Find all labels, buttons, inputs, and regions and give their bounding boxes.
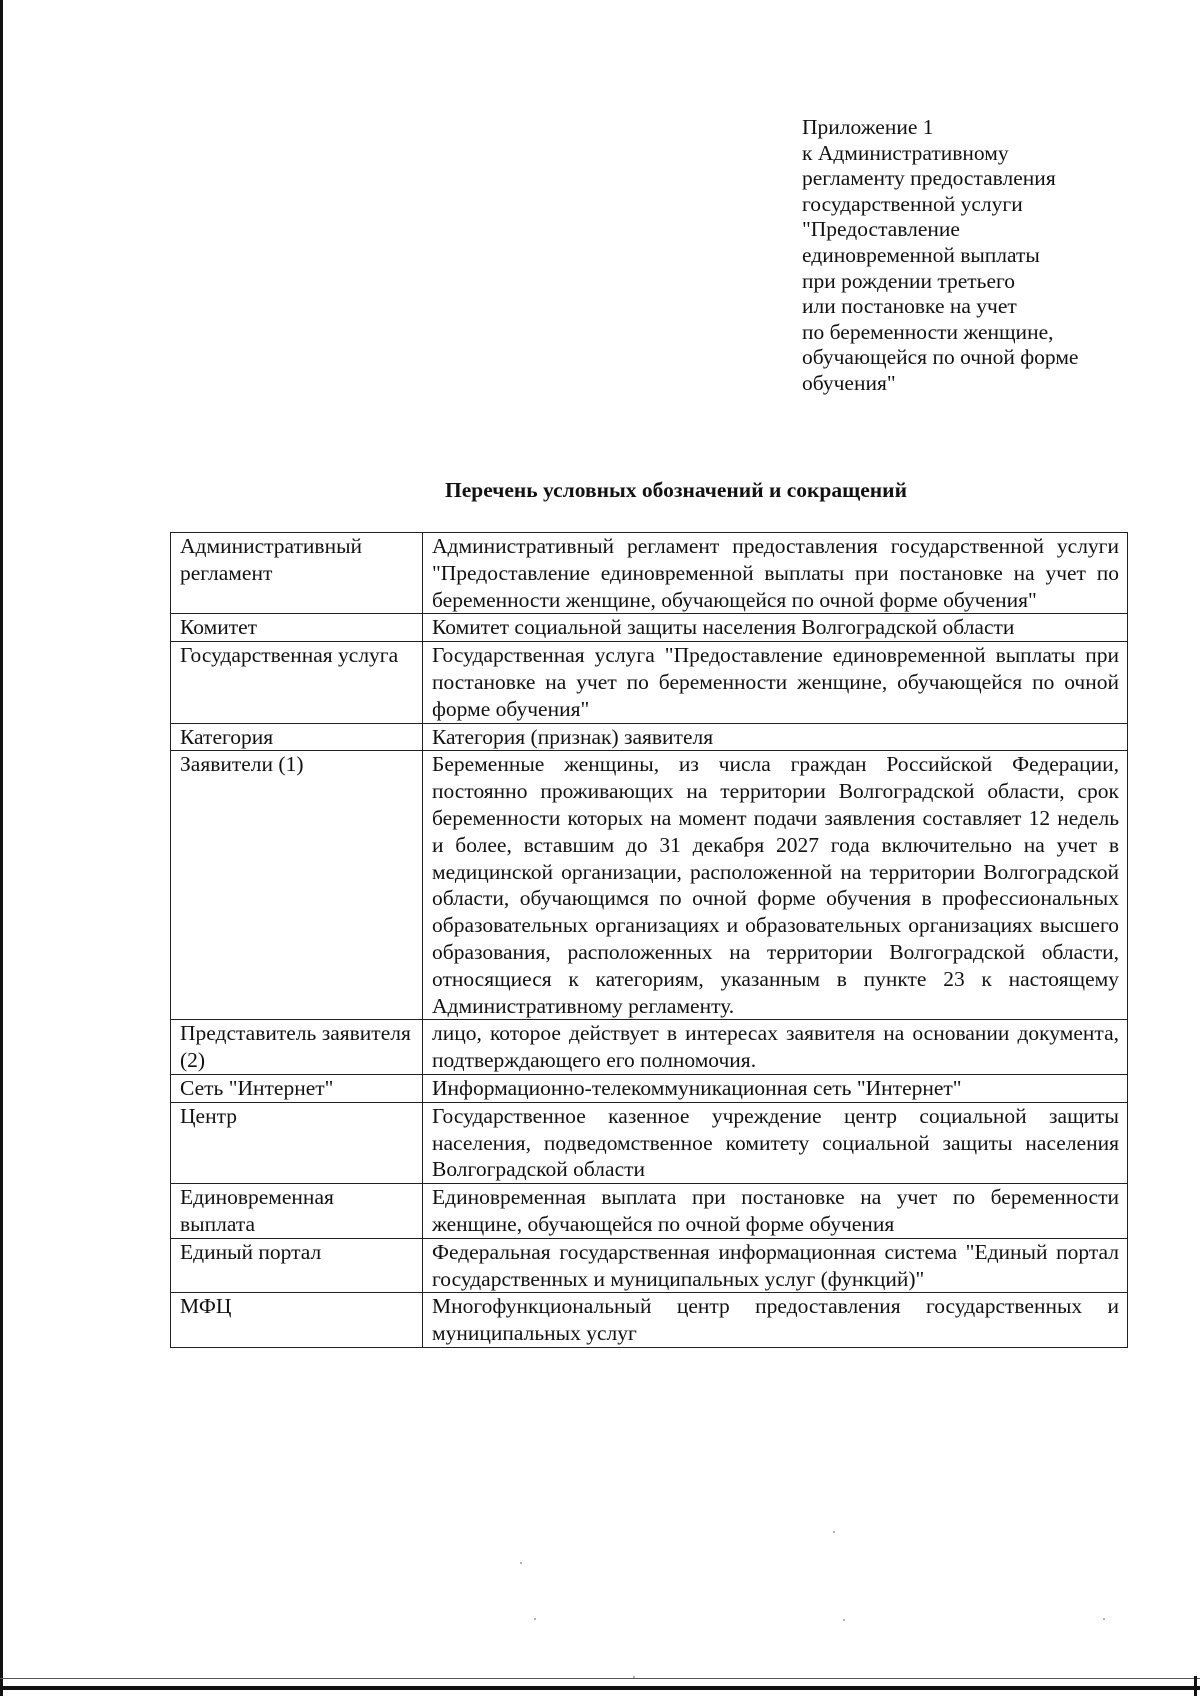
table-row [171, 1074, 1128, 1102]
appendix-line: по беременности женщине, [802, 319, 1054, 344]
scan-speck [520, 1562, 522, 1564]
term-cell: Единовременная выплата [171, 1184, 423, 1239]
scan-edge-right-mark [1194, 1676, 1197, 1696]
definition-cell: Категория (признак) заявителя [423, 723, 1128, 751]
term-cell: Представитель заявителя (2) [171, 1020, 423, 1075]
scan-edge-bottom-thin [0, 1678, 1200, 1679]
document-title: Перечень условных обозначений и сокращений [445, 478, 907, 502]
appendix-line: Приложение 1 [802, 115, 934, 139]
table-row [171, 533, 1128, 614]
definition-cell: Единовременная выплата при постановке на учет по беременности женщине, обучающейся по очной форме обучения [423, 1184, 1128, 1239]
term-cell: Единый портал [171, 1238, 423, 1293]
appendix-line: единовременной выплаты [802, 242, 1040, 267]
table-row [171, 1293, 1128, 1348]
scan-speck [534, 1618, 536, 1620]
definition-cell: Государственное казенное учреждение центр социальной защиты населения, подведомственное комитету социальной защиты населения Волгоградской области [423, 1102, 1128, 1183]
scan-speck [843, 1619, 845, 1621]
definition-cell: лицо, которое действует в интересах заявителя на основании документа, подтверждающего его полномочия. [423, 1020, 1128, 1075]
definition-cell: Беременные женщины, из числа граждан Российской Федерации, постоянно проживающих на территории Волгоградской области, срок беременности которых на момент подачи заявления составляет 12 недель и более, вставшим до 31 декабря 2027 года включительно на учет в медицинской организации, расположенной на территории Волгоградской области, обучающимся по очной форме обучения в профессиональных образовательных организациях и образовательных организациях высшего образования, расположенных на территории Волгоградской области, относящиеся к категориям, указанным в пункте 23 к настоящему Административному регламенту. [423, 751, 1128, 1020]
table-row [171, 1238, 1128, 1293]
appendix-header [802, 115, 1162, 397]
scan-edge-bottom [0, 1686, 1200, 1690]
abbreviations-table [170, 532, 1128, 1348]
table-row [171, 614, 1128, 642]
term-cell: Государственная услуга [171, 642, 423, 723]
definition-cell: Федеральная государственная информационная система "Единый портал государственных и муниципальных услуг (функций)" [423, 1238, 1128, 1293]
appendix-line: государственной услуги [802, 191, 1023, 216]
term-cell: Административный регламент [171, 533, 423, 614]
scan-speck [833, 1531, 835, 1533]
table-row [171, 1102, 1128, 1183]
term-cell: Категория [171, 723, 423, 751]
scan-edge-left [0, 0, 3, 1696]
definition-cell: Комитет социальной защиты населения Волгоградской области [423, 614, 1128, 642]
scan-speck [1103, 1618, 1105, 1620]
table-row [171, 1020, 1128, 1075]
definition-cell: Административный регламент предоставления государственной услуги "Предоставление единовременной выплаты при постановке на учет по беременности женщине, обучающейся по очной форме обучения" [423, 533, 1128, 614]
definition-cell: Государственная услуга "Предоставление единовременной выплаты при постановке на учет по беременности женщине, обучающейся по очной форме обучения" [423, 642, 1128, 723]
table-row [171, 642, 1128, 723]
definition-cell: Информационно-телекоммуникационная сеть "Интернет" [423, 1074, 1128, 1102]
term-cell: Комитет [171, 614, 423, 642]
term-cell: Сеть "Интернет" [171, 1074, 423, 1102]
appendix-line: регламенту предоставления [802, 166, 1056, 191]
term-cell: Центр [171, 1102, 423, 1183]
definition-cell: Многофункциональный центр предоставления государственных и муниципальных услуг [423, 1293, 1128, 1348]
scan-speck [633, 1676, 635, 1678]
table-row [171, 751, 1128, 1020]
term-cell: Заявители (1) [171, 751, 423, 1020]
term-cell: МФЦ [171, 1293, 423, 1348]
appendix-line: обучающейся по очной форме [802, 345, 1079, 370]
appendix-line: или постановке на учет [802, 294, 1017, 319]
appendix-line: при рождении третьего [802, 268, 1016, 293]
table-row [171, 1184, 1128, 1239]
appendix-line: обучения" [802, 370, 896, 395]
appendix-line: к Административному [802, 140, 1009, 165]
table-row [171, 723, 1128, 751]
appendix-line: "Предоставление [802, 217, 960, 242]
